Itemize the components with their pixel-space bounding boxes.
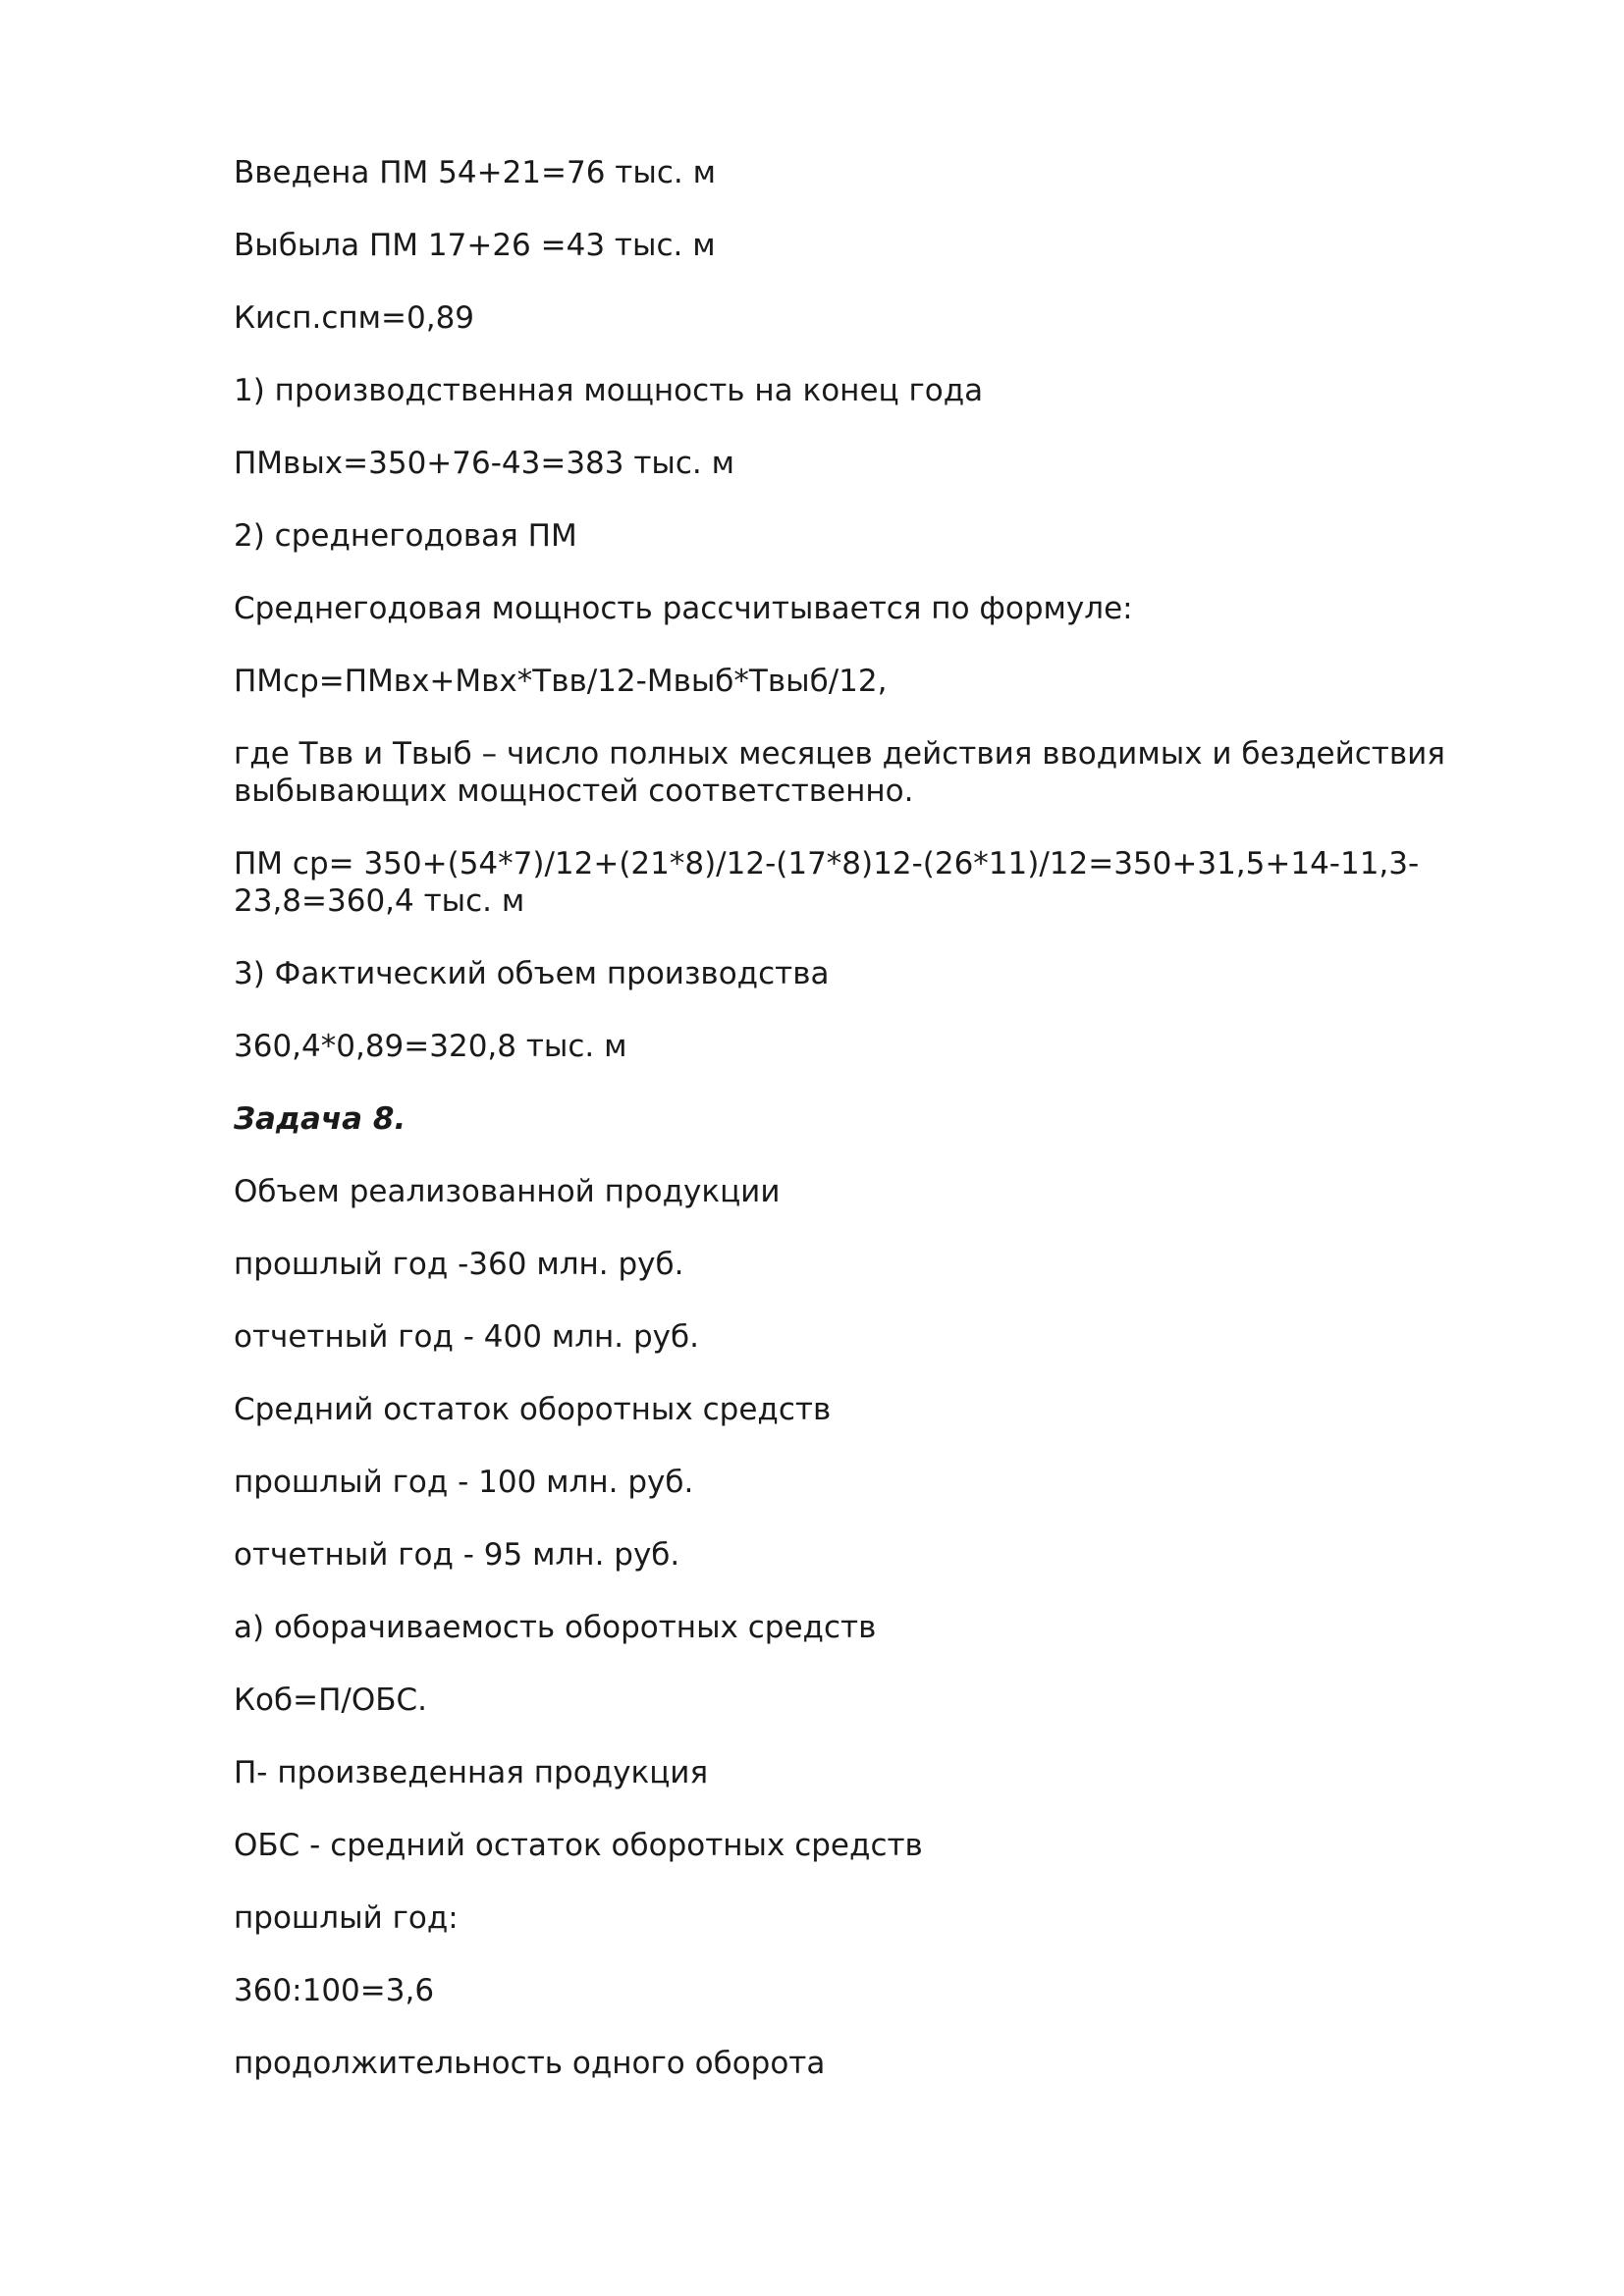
paragraph-obs-definition: ОБС - средний остаток оборотных средств [234, 1828, 923, 1863]
paragraph-retired-capacity: Выбыла ПМ 17+26 =43 тыс. м [234, 228, 716, 263]
paragraph-average-formula: ПМср=ПМвх+Мвх*Твв/12-Мвыб*Твыб/12, [234, 664, 888, 699]
paragraph-sales-report-year: отчетный год - 400 млн. руб. [234, 1319, 699, 1355]
paragraph-last-year-calc: 360:100=3,6 [234, 1973, 435, 2008]
paragraph-capital-last-year: прошлый год - 100 млн. руб. [234, 1465, 694, 1500]
paragraph-step-2: 2) среднегодовая ПМ [234, 518, 577, 554]
paragraph-last-year-label: прошлый год: [234, 1900, 459, 1936]
paragraph-capital-report-year: отчетный год - 95 млн. руб. [234, 1537, 680, 1573]
task-8-heading: Задача 8. [234, 1101, 406, 1137]
paragraph-formula-intro: Среднегодовая мощность рассчитывается по формуле: [234, 591, 1133, 626]
paragraph-average-calculation: ПМ ср= 350+(54*7)/12+(21*8)/12-(17*8)12-(26*11)/12=350+31,5+14-11,3-23,8=360,4 тыс. м [234, 846, 1420, 919]
paragraph-p-definition: П- произведенная продукция [234, 1755, 709, 1790]
paragraph-sales-last-year: прошлый год -360 млн. руб. [234, 1247, 684, 1282]
paragraph-turnover-heading: а) оборачиваемость оборотных средств [234, 1610, 877, 1645]
paragraph-turnover-formula: Коб=П/ОБС. [234, 1682, 427, 1718]
document-page [234, 154, 1481, 2117]
paragraph-working-capital: Средний остаток оборотных средств [234, 1392, 832, 1427]
paragraph-formula-legend: где Твв и Твыб – число полных месяцев действия вводимых и бездействия выбывающих мощностей соответственно. [234, 736, 1445, 809]
paragraph-step-1: 1) производственная мощность на конец года [234, 373, 984, 408]
paragraph-end-of-year-formula: ПМвых=350+76-43=383 тыс. м [234, 446, 735, 481]
paragraph-turnover-duration: продолжительность одного оборота [234, 2046, 826, 2081]
paragraph-introduced-capacity: Введена ПМ 54+21=76 тыс. м [234, 155, 716, 190]
paragraph-utilization-coefficient: Кисп.спм=0,89 [234, 300, 475, 336]
paragraph-sales-volume: Объем реализованной продукции [234, 1174, 781, 1209]
paragraph-step-3: 3) Фактический объем производства [234, 956, 830, 991]
paragraph-actual-output: 360,4*0,89=320,8 тыс. м [234, 1029, 627, 1064]
